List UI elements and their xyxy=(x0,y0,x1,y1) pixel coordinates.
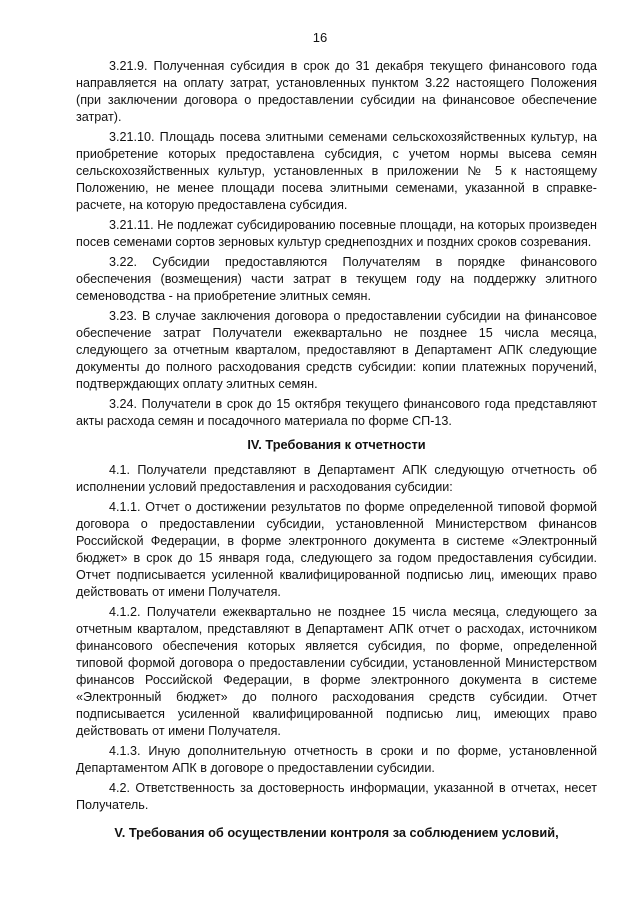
paragraph-3-23: 3.23. В случае заключения договора о предоставлении субсидии на финансовое обеспечение затрат Получатели ежеквартально не позднее 15 числа месяца, следующего за отчетным кварталом, предоставляют в Департамент АПК следующие документы до полного расходования средств субсидии: копии платежных поручений, подтверждающих оплату элитных семян. xyxy=(76,309,597,391)
paragraph-3-21-9: 3.21.9. Полученная субсидия в срок до 31 декабря текущего финансового года направляется на оплату затрат, установленных пунктом 3.22 настоящего Положения (при заключении договора о предоставлении субсидии на финансовое обеспечение затрат). xyxy=(76,59,597,124)
paragraph-4-1-2: 4.1.2. Получатели ежеквартально не позднее 15 числа месяца, следующего за отчетным кварталом, представляют в Департамент АПК отчет о расходах, источником финансового обеспечения которых является субсидия, по форме, определенной типовой формой договора о предоставлении субсидии, установленной Министерством финансов Российской Федерации, в форме электронного документа в системе «Электронный бюджет» до полного расходования средств субсидии. Отчет подписывается усиленной квалифицированной подписью лиц, имеющих право действовать от имени Получателя. xyxy=(76,605,597,738)
paragraph-3-21-11: 3.21.11. Не подлежат субсидированию посевные площади, на которых произведен посев семенами сортов зерновых культур среднепоздних и поздних сроков созревания. xyxy=(76,218,597,249)
paragraph-4-1-1: 4.1.1. Отчет о достижении результатов по форме определенной типовой формой договора о предоставлении субсидии, установленной Министерством финансов Российской Федерации, в форме электронного документа в системе «Электронный бюджет» в срок до 15 января года, следующего за годом предоставления субсидии. Отчет подписывается усиленной квалифицированной подписью лиц, имеющих право действовать от имени Получателя. xyxy=(76,500,597,599)
paragraph-3-24: 3.24. Получатели в срок до 15 октября текущего финансового года представляют акты расхода семян и посадочного материала по форме СП-13. xyxy=(76,397,597,428)
paragraph-3-22: 3.22. Субсидии предоставляются Получателям в порядке финансового обеспечения (возмещения) части затрат в текущем году на поддержку элитного семеноводства - на приобретение элитных семян. xyxy=(76,255,597,303)
section-heading-v: V. Требования об осуществлении контроля за соблюдением условий, xyxy=(114,825,559,840)
document-body xyxy=(76,58,597,850)
section-heading-iv: IV. Требования к отчетности xyxy=(247,437,426,452)
paragraph-4-1-3: 4.1.3. Иную дополнительную отчетность в сроки и по форме, установленной Департаментом АПК в договоре о предоставлении субсидии. xyxy=(76,744,597,775)
page-number: 16 xyxy=(312,30,328,45)
paragraph-4-1: 4.1. Получатели представляют в Департамент АПК следующую отчетность об исполнении условий предоставления и расходования субсидии: xyxy=(76,463,597,494)
paragraph-4-2: 4.2. Ответственность за достоверность информации, указанной в отчетах, несет Получатель. xyxy=(76,781,597,812)
paragraph-3-21-10: 3.21.10. Площадь посева элитными семенами сельскохозяйственных культур, на приобретение которых предоставлена субсидия, с учетом нормы высева семян сельскохозяйственных культур, установленных в приложении № 5 к настоящему Положению, не менее площади посева элитными семенами, указанной в справке-расчете, на которую предоставлена субсидия. xyxy=(76,130,597,212)
